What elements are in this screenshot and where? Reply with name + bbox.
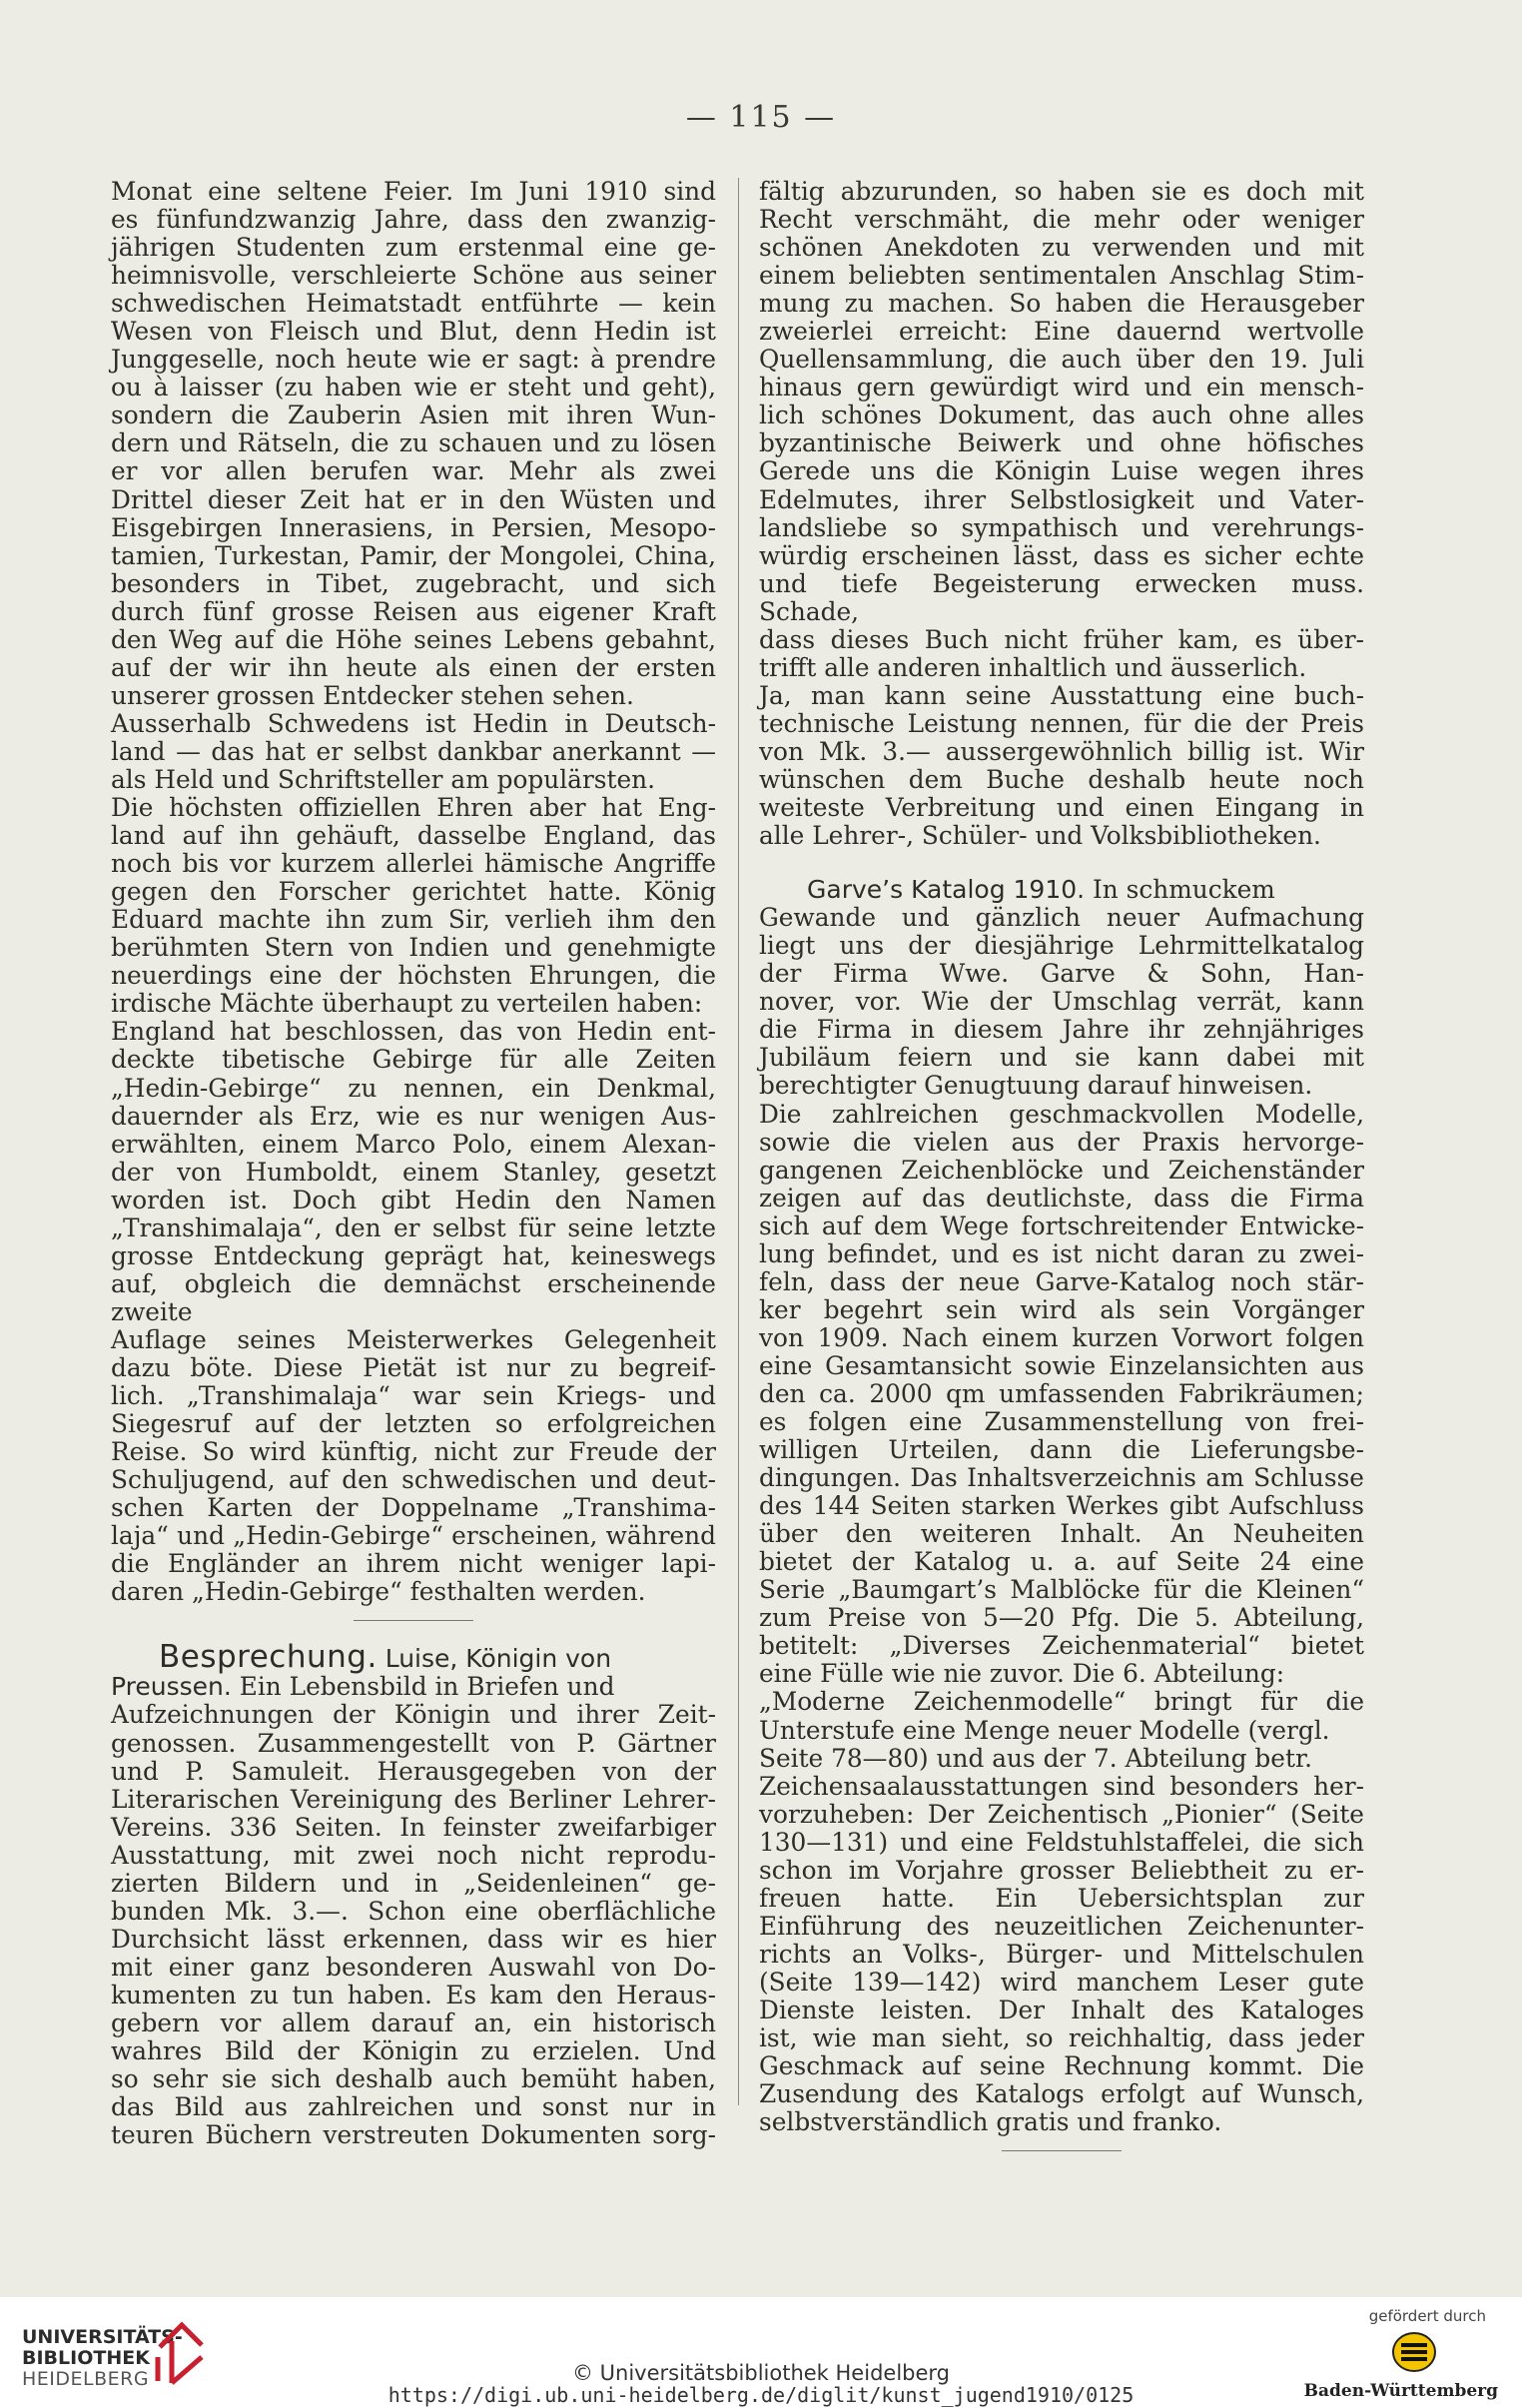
text-line: dauernder als Erz, wie es nur wenigen Aus-: [111, 1101, 716, 1131]
text-line: lich schönes Dokument, das auch ohne alles: [759, 401, 1364, 430]
text-line: landsliebe so sympathisch und verehrungs-: [759, 512, 1364, 542]
text-line: Unterstufe eine Menge neuer Modelle (vergl.: [759, 1715, 1330, 1745]
text-line: erwählten, einem Marco Polo, einem Alexan-: [111, 1129, 716, 1159]
text-line: grosse Entdeckung geprägt hat, keineswegs: [111, 1240, 716, 1270]
text-line: Jubiläum feiern und sie kann dabei mit: [759, 1043, 1364, 1073]
text-line: Vereins. 336 Seiten. In feinster zweifarbiger: [111, 1812, 716, 1842]
text-line: Geschmack auf seine Rechnung kommt. Die: [759, 2051, 1364, 2081]
library-name-line2: BIBLIOTHEK: [22, 2347, 150, 2369]
text-line: würdig erscheinen lässt, dass es sicher echte: [759, 540, 1364, 570]
sponsor-label: gefördert durch: [1368, 2307, 1486, 2325]
text-line: alle Lehrer-, Schüler- und Volksbibliotheken.: [759, 821, 1321, 851]
review-book-title-end: Preussen.: [111, 1672, 232, 1702]
text-line: und tiefe Begeisterung erwecken muss. Schade,: [759, 568, 1364, 626]
text-line: daren „Hedin-Gebirge“ festhalten werden.: [111, 1577, 646, 1607]
text-line: Zeichensaalausstattungen sind besonders her-: [759, 1771, 1364, 1801]
text-line: dern und Rätseln, die zu schauen und zu lösen: [111, 428, 716, 458]
text-line: Ausserhalb Schwedens ist Hedin in Deutsch-: [111, 708, 716, 738]
garve-heading: Garve’s Katalog 1910.: [807, 875, 1086, 905]
garve-opening-line: [759, 876, 1364, 904]
text-line: mung zu machen. So haben die Herausgeber: [759, 289, 1364, 319]
text-line: Ausstattung, mit zwei noch nicht reprodu-: [111, 1840, 716, 1870]
garve-article: [759, 904, 1364, 2136]
review-second-line: [111, 1673, 716, 1701]
text-line: die Firma in diesem Jahre ihr zehnjähriges: [759, 1015, 1364, 1045]
text-line: vorzuheben: Der Zeichentisch „Pionier“ (Seite: [759, 1799, 1364, 1829]
text-line: byzantinische Beiwerk und ohne höfisches: [759, 428, 1364, 458]
text-line: nover, vor. Wie der Umschlag verrät, kann: [759, 987, 1364, 1017]
text-line: Monat eine seltene Feier. Im Juni 1910 sind: [111, 177, 716, 206]
review-continuation: [759, 178, 1364, 850]
text-line: schon im Vorjahre grosser Beliebtheit zu er-: [759, 1855, 1364, 1885]
text-line: tamien, Turkestan, Pamir, der Mongolei, China,: [111, 540, 716, 570]
text-line: es fünfundzwanzig Jahre, dass den zwanzig-: [111, 205, 716, 235]
text-line: gangenen Zeichenblöcke und Zeichenständer: [759, 1155, 1364, 1185]
end-divider: [1002, 2150, 1122, 2151]
text-line: von Mk. 3.— aussergewöhnlich billig ist. Wir: [759, 736, 1364, 766]
text-line: so sehr sie sich deshalb auch bemüht haben,: [111, 2064, 716, 2094]
text-line: des 144 Seiten starken Werkes gibt Aufschluss: [759, 1491, 1364, 1521]
text-line: dingungen. Das Inhaltsverzeichnis am Schlusse: [759, 1463, 1364, 1493]
text-line: hinaus gern gewürdigt wird und ein mensch-: [759, 373, 1364, 402]
text-line: über den weiteren Inhalt. An Neuheiten: [759, 1519, 1364, 1549]
text-line: Auflage seines Meisterwerkes Gelegenheit: [111, 1324, 716, 1354]
text-line: Siegesruf auf der letzten so erfolgreichen: [111, 1409, 716, 1439]
text-line: Dienste leisten. Der Inhalt des Kataloges: [759, 1996, 1364, 2024]
text-line: weiteste Verbreitung und einen Eingang in: [759, 793, 1364, 823]
text-line: teuren Büchern verstreuten Dokumenten sorg-: [111, 2120, 716, 2150]
text-line: „Moderne Zeichenmodelle“ bringt für die: [759, 1687, 1364, 1717]
text-line: sich auf dem Wege fortschreitender Entwicke-: [759, 1210, 1364, 1240]
text-line: gebern vor allem darauf an, ein historisch: [111, 2008, 716, 2037]
text-line: Die zahlreichen geschmackvollen Modelle,: [759, 1099, 1364, 1129]
text-line: als Held und Schriftsteller am populärsten.: [111, 764, 656, 794]
review-body: [111, 1701, 716, 2149]
text-line: genossen. Zusammengestellt von P. Gärtner: [111, 1728, 716, 1758]
text-line: laja“ und „Hedin-Gebirge“ erscheinen, während: [111, 1521, 716, 1551]
text-line: England hat beschlossen, das von Hedin ent-: [111, 1017, 716, 1047]
right-column: [759, 178, 1364, 2173]
text-line: besonders in Tibet, zugebracht, und sich: [111, 568, 716, 598]
text-line: Zusendung des Katalogs erfolgt auf Wunsch,: [759, 2079, 1364, 2109]
text-line: Die höchsten offiziellen Ehren aber hat Eng-: [111, 793, 716, 823]
review-book-title: Luise, Königin von: [384, 1644, 612, 1674]
text-line: Reise. So wird künftig, nicht zur Freude der: [111, 1437, 716, 1467]
footer-bar: [0, 2297, 1522, 2408]
text-line: Junggeselle, noch heute wie er sagt: à prendre: [111, 345, 716, 375]
text-line: und P. Samuleit. Herausgegeben von der: [111, 1756, 716, 1786]
text-line: liegt uns der diesjährige Lehrmittelkatalog: [759, 931, 1364, 961]
baden-wuerttemberg-crest-icon[interactable]: [1391, 2331, 1437, 2373]
text-line: kumenten zu tun haben. Es kam den Heraus-: [111, 1980, 716, 2009]
text-line: gegen den Forscher gerichtet hatte. König: [111, 877, 716, 907]
sponsor-name: Baden-Württemberg: [1303, 2381, 1498, 2401]
text-line: zum Preise von 5—20 Pfg. Die 5. Abteilung,: [759, 1603, 1364, 1633]
text-line: Durchsicht lässt erkennen, dass wir es hier: [111, 1924, 716, 1954]
source-url-link[interactable]: https://digi.ub.uni-heidelberg.de/diglit/kunst_jugend1910/0125: [387, 2383, 1135, 2407]
text-line: 130—131) und eine Feldstuhlstaffelei, die sich: [759, 1827, 1364, 1857]
text-line: bunden Mk. 3.—. Schon eine oberflächliche: [111, 1896, 716, 1926]
text-line: Schuljugend, auf den schwedischen und deut-: [111, 1465, 716, 1495]
text-line: heimnisvolle, verschleierte Schöne aus seiner: [111, 261, 716, 291]
text-line: fältig abzurunden, so haben sie es doch mit: [759, 177, 1364, 206]
left-column: [111, 178, 716, 2149]
text-line: eine Fülle wie nie zuvor. Die 6. Abteilung:: [759, 1659, 1285, 1689]
review-opening-line: [111, 1639, 716, 1676]
text-line: Eisgebirgen Innerasiens, in Persien, Mesopo-: [111, 512, 716, 542]
text-line: irdische Mächte überhaupt zu verteilen haben:: [111, 989, 703, 1019]
garve-opening-text: In schmuckem: [1092, 875, 1275, 905]
text-line: Eduard machte ihn zum Sir, verlieh ihm den: [111, 905, 716, 935]
text-line: schönen Anekdoten zu verwenden und mit: [759, 233, 1364, 263]
text-line: wahres Bild der Königin zu erzielen. Und: [111, 2036, 716, 2066]
text-line: (Seite 139—142) wird manchem Leser gute: [759, 1967, 1364, 1997]
column-rule: [738, 178, 739, 2105]
text-line: unserer grossen Entdecker stehen sehen.: [111, 680, 634, 710]
text-line: bietet der Katalog u. a. auf Seite 24 eine: [759, 1547, 1364, 1577]
text-line: berechtigter Genugtuung darauf hinweisen.: [759, 1071, 1313, 1101]
text-line: dass dieses Buch nicht früher kam, es über-: [759, 624, 1364, 654]
hedin-article: [111, 178, 716, 1606]
text-line: willigen Urteilen, dann die Lieferungsbe-: [759, 1435, 1364, 1465]
text-line: selbstverständlich gratis und franko.: [759, 2107, 1222, 2137]
text-line: worden ist. Doch gibt Hedin den Namen: [111, 1185, 716, 1214]
text-line: Seite 78—80) und aus der 7. Abteilung betr.: [759, 1743, 1312, 1773]
text-line: wünschen dem Buche deshalb heute noch: [759, 764, 1364, 794]
review-heading: Besprechung.: [159, 1639, 378, 1676]
text-line: der von Humboldt, einem Stanley, gesetzt: [111, 1157, 716, 1187]
text-line: jährigen Studenten zum erstenmal eine ge-: [111, 233, 716, 263]
text-line: Gewande und gänzlich neuer Aufmachung: [759, 903, 1364, 933]
text-line: den Weg auf die Höhe seines Lebens gebahnt,: [111, 624, 716, 654]
text-line: ker begehrt sein wird als sein Vorgänger: [759, 1294, 1364, 1324]
text-line: land auf ihn gehäuft, dasselbe England, das: [111, 821, 716, 851]
page-number: — 115 —: [685, 100, 837, 135]
text-line: Edelmutes, ihrer Selbstlosigkeit und Vater-: [759, 484, 1364, 514]
text-line: neuerdings eine der höchsten Ehrungen, die: [111, 961, 716, 991]
text-line: freuen hatte. Ein Uebersichtsplan zur: [759, 1883, 1364, 1913]
text-line: Einführung des neuzeitlichen Zeichenunter-: [759, 1911, 1364, 1941]
text-line: zeigen auf das deutlichste, dass die Firma: [759, 1183, 1364, 1212]
text-line: noch bis vor kurzem allerlei hämische Angriffe: [111, 849, 716, 879]
text-line: zierten Bildern und in „Seidenleinen“ ge-: [111, 1868, 716, 1898]
text-line: er vor allen berufen war. Mehr als zwei: [111, 456, 716, 486]
text-line: zweierlei erreicht: Eine dauernd wertvolle: [759, 317, 1364, 347]
text-line: ou à laisser (zu haben wie er steht und geht),: [111, 373, 716, 402]
text-line: eine Gesamtansicht sowie Einzelansichten aus: [759, 1350, 1364, 1380]
text-line: Gerede uns die Königin Luise wegen ihres: [759, 456, 1364, 486]
text-line: „Transhimalaja“, den er selbst für seine letzte: [111, 1212, 716, 1242]
text-line: die Engländer an ihrem nicht weniger lapi-: [111, 1549, 716, 1579]
text-line: deckte tibetische Gebirge für alle Zeiten: [111, 1045, 716, 1075]
text-line: durch fünf grosse Reisen aus eigener Kraft: [111, 596, 716, 626]
text-line: schen Karten der Doppelname „Transhima-: [111, 1493, 716, 1523]
text-line: lung befindet, und es ist nicht daran zu zwei-: [759, 1238, 1364, 1268]
text-line: betitelt: „Diverses Zeichenmaterial“ bietet: [759, 1631, 1364, 1661]
text-line: auf der wir ihn heute als einen der ersten: [111, 652, 716, 682]
text-line: Ja, man kann seine Ausstattung eine buch-: [759, 680, 1364, 710]
text-line: Recht verschmäht, die mehr oder weniger: [759, 205, 1364, 235]
text-line: feln, dass der neue Garve-Katalog noch stär-: [759, 1266, 1364, 1296]
text-line: berühmten Stern von Indien und genehmigte: [111, 933, 716, 963]
text-line: einem beliebten sentimentalen Anschlag Stim-: [759, 261, 1364, 291]
text-line: lich. „Transhimalaja“ war sein Kriegs- und: [111, 1381, 716, 1411]
text-line: richts an Volks-, Bürger- und Mittelschulen: [759, 1939, 1364, 1969]
text-line: technische Leistung nennen, für die der Preis: [759, 708, 1364, 738]
text-line: der Firma Wwe. Garve & Sohn, Han-: [759, 959, 1364, 989]
review-subtitle: Ein Lebensbild in Briefen und: [239, 1672, 615, 1702]
text-line: land — das hat er selbst dankbar anerkannt —: [111, 736, 716, 766]
text-line: „Hedin-Gebirge“ zu nennen, ein Denkmal,: [111, 1073, 716, 1103]
text-line: Quellensammlung, die auch über den 19. Juli: [759, 345, 1364, 375]
text-line: Serie „Baumgart’s Malblöcke für die Kleinen“: [759, 1575, 1364, 1605]
library-name-line3: HEIDELBERG: [22, 2368, 150, 2390]
text-line: von 1909. Nach einem kurzen Vorwort folgen: [759, 1322, 1364, 1352]
text-line: Drittel dieser Zeit hat er in den Wüsten und: [111, 484, 716, 514]
text-line: das Bild aus zahlreichen und sonst nur in: [111, 2092, 716, 2122]
library-name-line1: UNIVERSITÄTS-: [22, 2326, 183, 2348]
text-line: auf, obgleich die demnächst erscheinende zweite: [111, 1268, 716, 1326]
text-line: ist, wie man sieht, so reichhaltig, dass jeder: [759, 2023, 1364, 2053]
text-line: Literarischen Vereinigung des Berliner Lehrer-: [111, 1784, 716, 1814]
text-line: Wesen von Fleisch und Blut, denn Hedin ist: [111, 317, 716, 347]
text-line: sondern die Zauberin Asien mit ihren Wun-: [111, 401, 716, 430]
text-line: dazu böte. Diese Pietät ist nur zu begreif-: [111, 1352, 716, 1382]
text-line: Aufzeichnungen der Königin und ihrer Zeit-: [111, 1700, 716, 1730]
text-line: mit einer ganz besonderen Auswahl von Do-: [111, 1952, 716, 1982]
text-line: es folgen eine Zusammenstellung von frei-: [759, 1407, 1364, 1437]
text-line: schwedischen Heimatstadt entführte — kein: [111, 289, 716, 319]
text-line: trifft alle anderen inhaltlich und äusserlich.: [759, 652, 1307, 682]
section-divider: [354, 1620, 473, 1621]
text-line: den ca. 2000 qm umfassenden Fabrikräumen;: [759, 1378, 1364, 1408]
text-line: sowie die vielen aus der Praxis hervorge-: [759, 1127, 1364, 1157]
copyright-text: © Universitätsbibliothek Heidelberg: [571, 2361, 950, 2385]
